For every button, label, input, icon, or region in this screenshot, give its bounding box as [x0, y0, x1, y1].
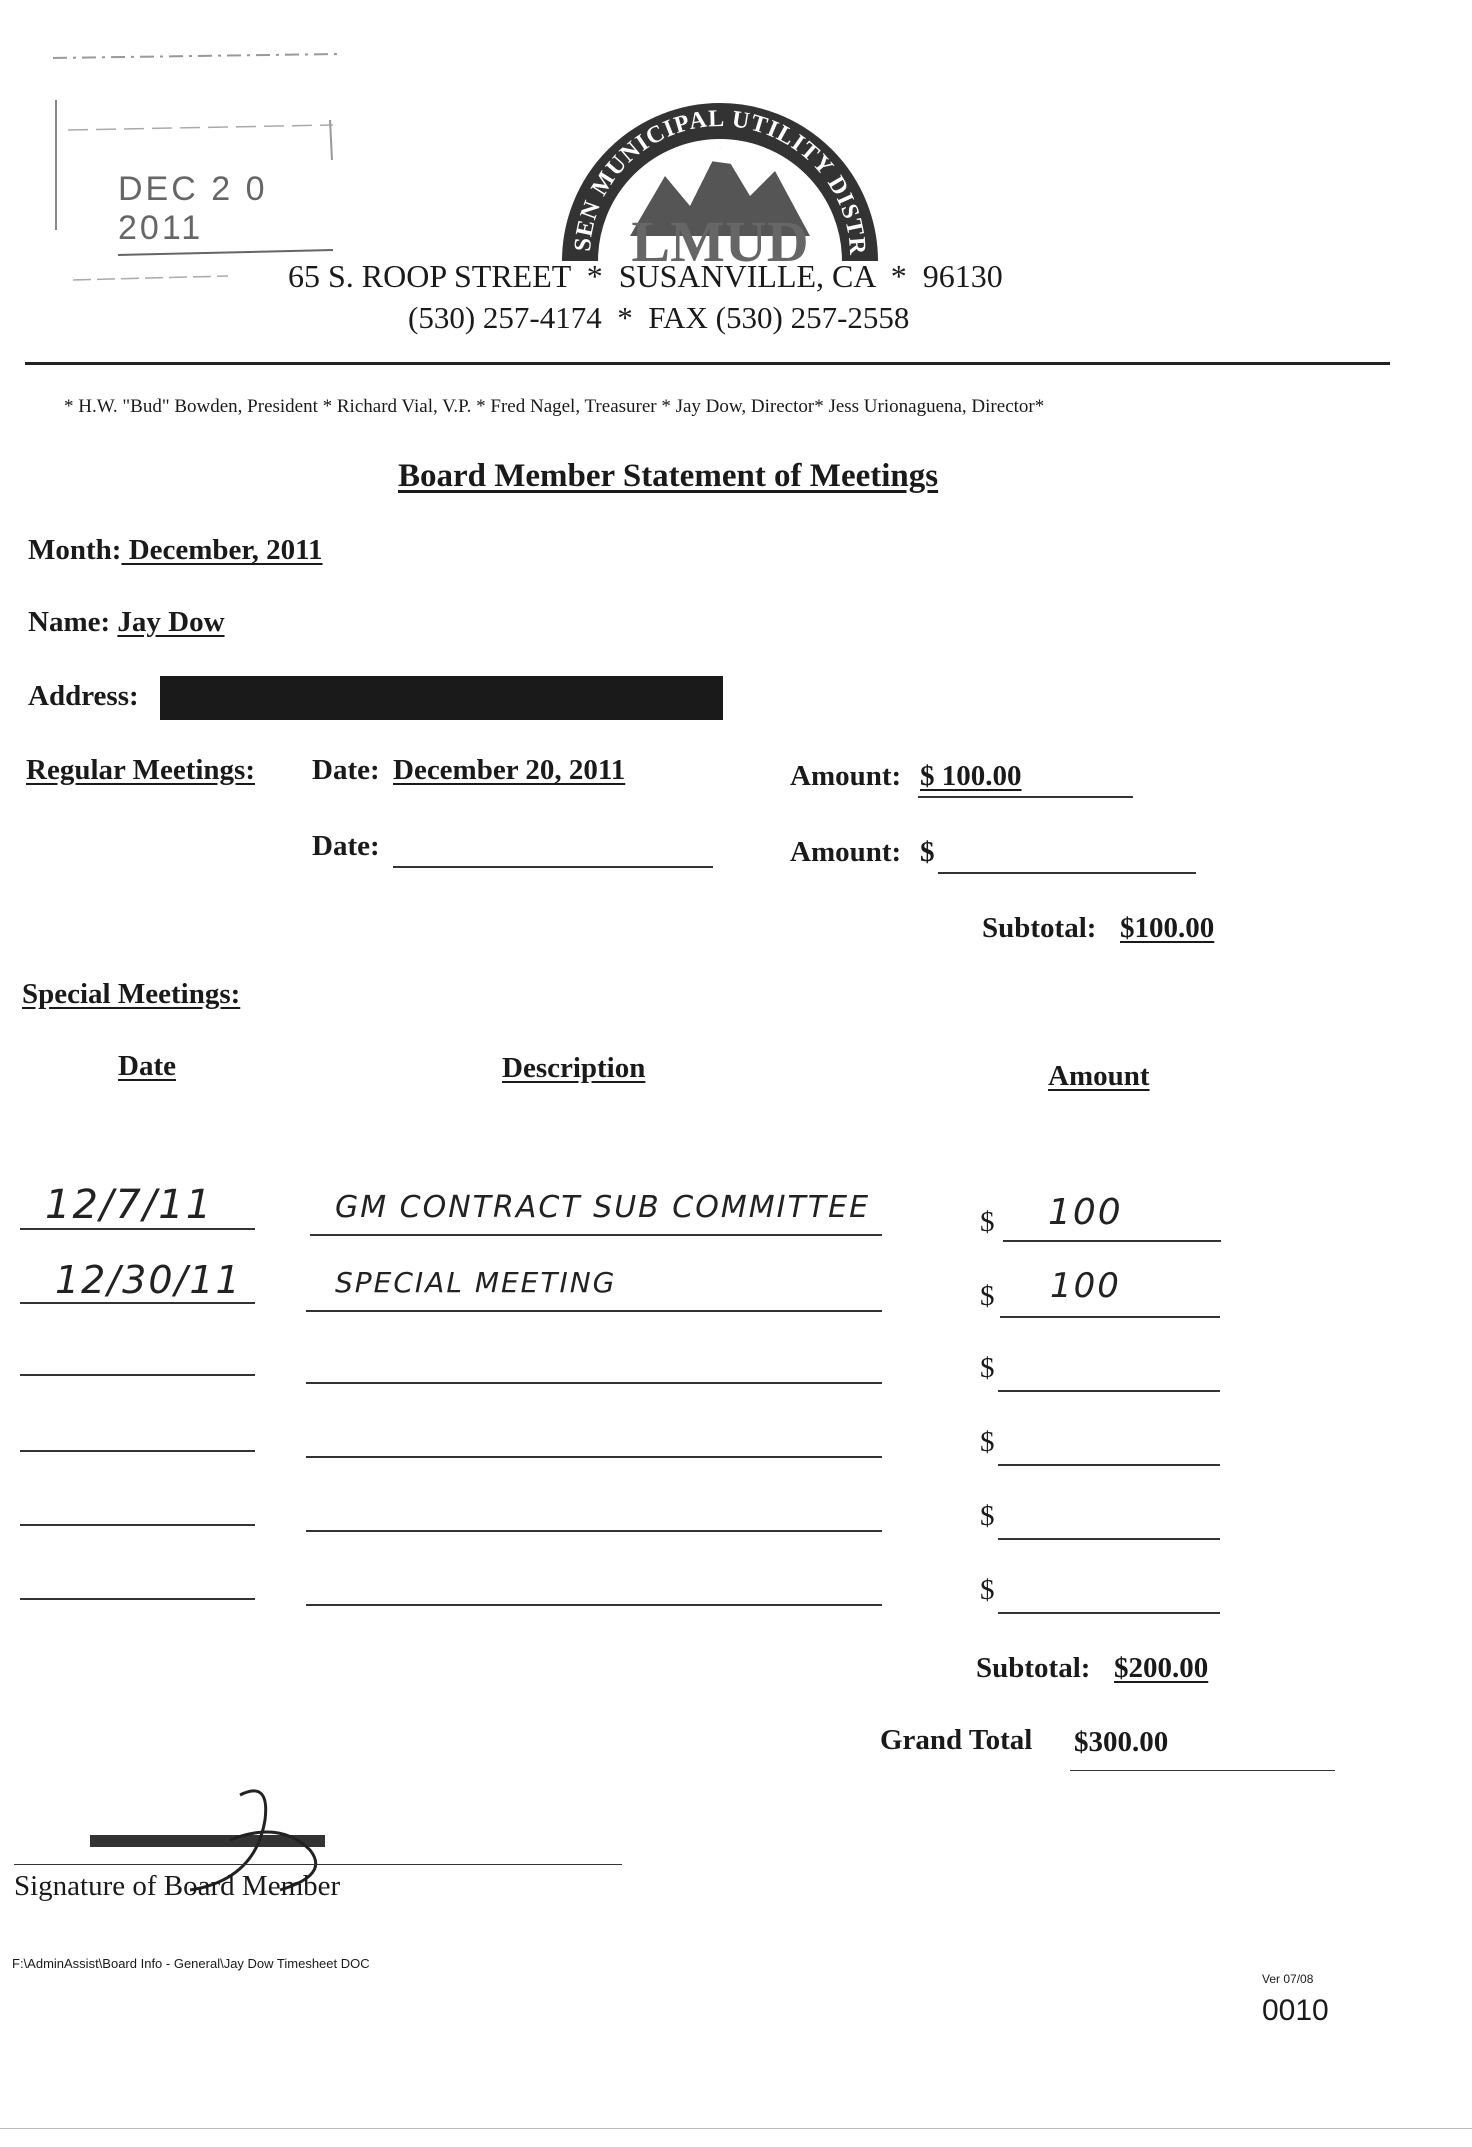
special-row-3-amount-line — [998, 1390, 1220, 1392]
special-row-1-date-line — [20, 1228, 255, 1230]
footer-file-path: F:\AdminAssist\Board Info - General\Jay Dow Timesheet DOC — [12, 1956, 370, 1971]
grand-total-value: $300.00 — [1074, 1726, 1169, 1758]
special-row-2-amount: 100 — [1050, 1266, 1121, 1306]
col-header-amount: Amount — [1048, 1060, 1150, 1092]
name-value: Jay Dow — [117, 606, 225, 638]
special-row-3-description-line — [306, 1382, 882, 1384]
special-row-1-dollar: $ — [980, 1206, 995, 1238]
special-row-2-date-line — [20, 1302, 255, 1304]
lmud-logo — [560, 66, 880, 266]
regular-amount-value-1: $ 100.00 — [920, 760, 1022, 792]
regular-amount-dollar-2: $ — [920, 836, 935, 868]
page-title: Board Member Statement of Meetings — [398, 458, 939, 494]
address-line-2: (530) 257-4174 * FAX (530) 257-2558 — [408, 300, 910, 335]
grand-total-label: Grand Total — [880, 1724, 1033, 1756]
special-row-4-dollar: $ — [980, 1426, 995, 1458]
regular-date-label-2: Date: — [312, 830, 380, 862]
special-row-4-amount-line — [998, 1464, 1220, 1466]
received-stamp — [48, 40, 348, 290]
special-row-6-dollar: $ — [980, 1574, 995, 1606]
regular-amount-line-1 — [918, 796, 1133, 798]
special-row-1-description-line — [310, 1234, 882, 1236]
special-row-5-date-line — [20, 1524, 255, 1526]
special-row-6-description-line — [306, 1604, 882, 1606]
name-label: Name: — [28, 606, 111, 638]
regular-subtotal-label: Subtotal: — [982, 912, 1097, 944]
bottom-rule — [0, 2128, 1472, 2129]
logo-initials: LMUD — [631, 209, 809, 266]
col-header-description: Description — [502, 1052, 646, 1084]
address-line-1: 65 S. ROOP STREET * SUSANVILLE, CA * 96130 — [288, 258, 1003, 294]
signature-label: Signature of Board Member — [14, 1870, 341, 1902]
special-row-1-amount: 100 — [1048, 1192, 1123, 1233]
special-row-3-date-line — [20, 1374, 255, 1376]
page-number: 0010 — [1262, 1994, 1329, 2027]
name-row — [28, 606, 225, 639]
special-row-1-date: 12/7/11 — [45, 1182, 214, 1228]
regular-date-line-2 — [393, 866, 713, 868]
month-value: December, 2011 — [121, 534, 323, 566]
month-label-text: Month: — [28, 534, 122, 566]
signature-line — [14, 1864, 622, 1865]
regular-date-value-1: December 20, 2011 — [393, 754, 626, 786]
special-row-6-date-line — [20, 1598, 255, 1600]
logo-arc-text: SEN MUNICIPAL UTILITY DISTR — [569, 105, 871, 257]
footer-version: Ver 07/08 — [1262, 1972, 1314, 1986]
special-row-4-description-line — [306, 1456, 882, 1458]
regular-amount-line-2 — [938, 872, 1196, 874]
address-label: Address: — [28, 680, 139, 712]
special-row-2-date: 12/30/11 — [55, 1258, 242, 1302]
special-meetings-label: Special Meetings: — [22, 978, 241, 1010]
special-row-1-description: GM CONTRACT SUB COMMITTEE — [335, 1190, 871, 1225]
grand-total-line — [1070, 1770, 1335, 1771]
regular-date-label-1: Date: — [312, 754, 380, 786]
regular-amount-label-2: Amount: — [790, 836, 902, 868]
regular-amount-label-1: Amount: — [790, 760, 902, 792]
special-subtotal-value: $200.00 — [1114, 1652, 1209, 1684]
special-row-2-description-line — [306, 1310, 882, 1312]
special-row-6-amount-line — [998, 1612, 1220, 1614]
special-row-3-dollar: $ — [980, 1352, 995, 1384]
special-row-5-dollar: $ — [980, 1500, 995, 1532]
special-row-2-description: SPECIAL MEETING — [335, 1266, 617, 1299]
board-members-line: * H.W. "Bud" Bowden, President * Richard Vial, V.P. * Fred Nagel, Treasurer * Jay Dow, Director* Jess Urionaguena, Director* — [64, 396, 1045, 417]
special-row-2-dollar: $ — [980, 1280, 995, 1312]
special-row-2-amount-line — [1000, 1316, 1220, 1318]
month-label — [28, 534, 323, 567]
redacted-address — [160, 676, 723, 720]
col-header-date: Date — [118, 1050, 176, 1082]
special-row-1-amount-line — [1003, 1240, 1221, 1242]
stamp-date: DEC 2 0 2011 — [118, 170, 268, 247]
special-subtotal-label: Subtotal: — [976, 1652, 1091, 1684]
regular-subtotal-value: $100.00 — [1120, 912, 1215, 944]
regular-meetings-label: Regular Meetings: — [26, 754, 255, 786]
special-row-4-date-line — [20, 1450, 255, 1452]
special-row-5-amount-line — [998, 1538, 1220, 1540]
special-row-5-description-line — [306, 1530, 882, 1532]
header-rule — [25, 362, 1390, 365]
